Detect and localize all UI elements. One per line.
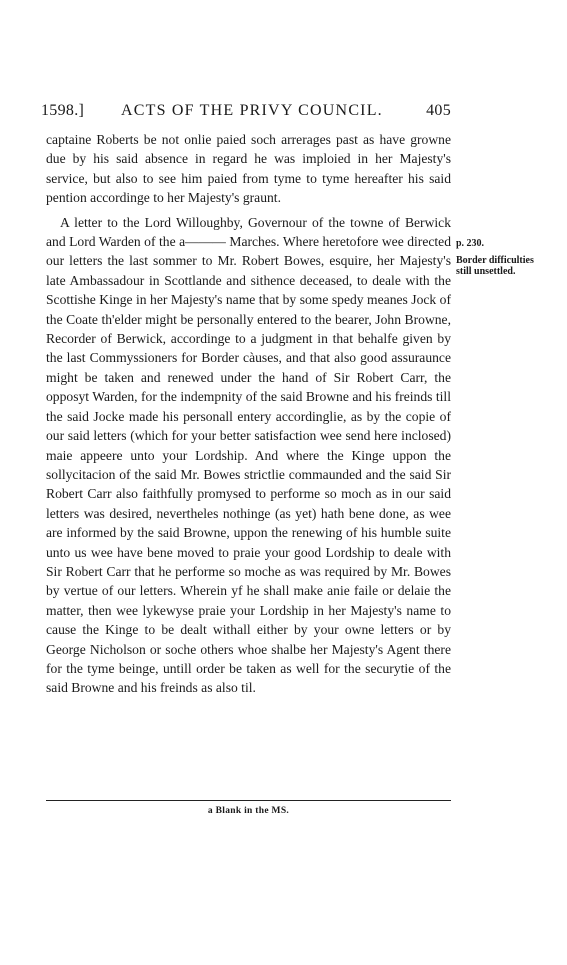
paragraph-continuation: captaine Roberts be not onlie paied soch arrerages past as have growne due by his said absence in regard he was imploied in her Majesty's service, but also to see him paied from tyme to tyme hereafter his said pention accordinge to her Majesty's graunt. <box>46 132 451 206</box>
header-year: 1598.] <box>41 102 85 119</box>
footnote: a Blank in the MS. <box>207 806 290 816</box>
running-header <box>41 102 451 122</box>
footnote-divider <box>46 800 451 801</box>
page-number: 405 <box>426 102 451 119</box>
header-title: ACTS OF THE PRIVY COUNCIL. <box>121 102 383 119</box>
paragraph-letter-willoughby: A letter to the Lord Willoughby, Governour of the towne of Berwick and Lord Warden of the a——— Marches. Where heretofore wee directed our letters the last sommer to Mr. Robert Bowes, esquire, her Majesty's late Ambassadour in Scottlande and sithence deceased, to deale with the Scottishe Kinge in her Majesty's name that by some spedy meanes Jock of the Coate th'elder might be personally entered to the bearer, John Browne, Recorder of Berwick, accordinge to a judgment in that behalfe given by the last Commyssioners for Border càuses, and that also good assuraunce might be taken and renewed under the hand of Sir Robert Carr, the opposyt Warden, for the indempnity of the said Browne and his freinds till the said Jocke made his personall entery accordinglie, as by the copie of our said letters (which for your better satisfaction wee send here inclosed) maie appeere unto your Lordship. And where the Kinge uppon the sollycitacion of the said Mr. Bowes strictlie commaunded and the said Sir Robert Carr also faithfully promysed to performe so moch as in our said letters was desired, nevertheles nothinge (as yet) hath bene done, as wee are informed by the said Browne, uppon the renewing of his humble suite unto us wee have bene moved to praie your good Lordship to deale with Sir Robert Carr that he performe so moche as was required by Mr. Bowes by vertue of our letters. Wherein yf he shall make anie faile or delaie the matter, then wee lykewyse praie your Lordship in her Majesty's name to cause the Kinge to be dealt withall either by your owne letters or by George Nicholson or soche others whoe shalbe her Majesty's Agent there for the tyme beinge, untill order be taken as well for the securytie of the said Browne and his freinds as also til. <box>46 214 451 696</box>
margin-page-reference: p. 230. <box>456 238 485 249</box>
margin-topic-note: Border difficulties still unsettled. <box>456 255 534 277</box>
body-text <box>46 130 451 698</box>
